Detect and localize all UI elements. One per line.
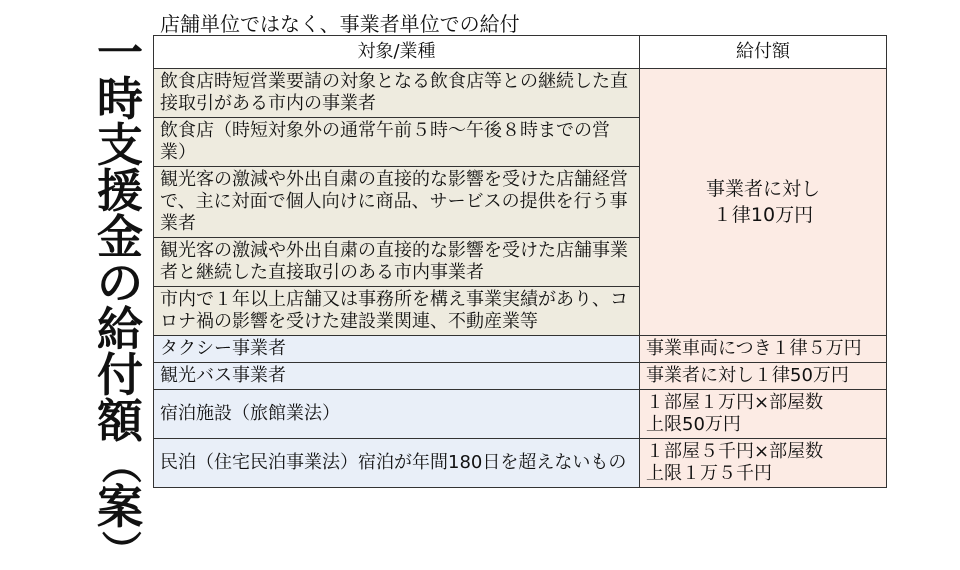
table-row (154, 390, 887, 439)
title-char: 一 (97, 26, 143, 80)
header-amount: 給付額 (640, 36, 887, 69)
target-cell: 飲食店（時短対象外の通常午前５時～午後８時までの営業） (154, 118, 640, 167)
title-char: 額 (97, 394, 143, 448)
target-cell: 宿泊施設（旅館業法） (154, 390, 640, 439)
merged-amount-cell (640, 69, 887, 336)
benefit-table (153, 35, 887, 488)
title-char: 金 (97, 210, 143, 264)
title-char: の (97, 256, 143, 310)
title-char: 支 (97, 118, 143, 172)
target-cell: 観光客の激減や外出自粛の直接的な影響を受けた店舗経営で、主に対面で個人向けに商品、サービスの提供を行う事業者 (154, 167, 640, 238)
table-row (154, 69, 887, 118)
header-target: 対象/業種 (154, 36, 640, 69)
title-char: 給 (97, 302, 143, 356)
amount-cell: 事業者に対し１律50万円 (640, 363, 887, 390)
amount-line: １律10万円 (712, 204, 814, 226)
target-cell: 観光バス事業者 (154, 363, 640, 390)
title-char: 時 (97, 72, 143, 126)
header-row (154, 36, 887, 69)
amount-cell (640, 390, 887, 439)
target-cell: タクシー事業者 (154, 336, 640, 363)
amount-cell (640, 439, 887, 488)
title-char: 援 (97, 164, 143, 218)
amount-line: １部屋５千円×部屋数 (646, 441, 824, 462)
table-row (154, 363, 887, 390)
subtitle: 店舗単位ではなく、事業者単位での給付 (160, 12, 520, 36)
amount-line: 上限１万５千円 (646, 463, 772, 484)
table-row (154, 439, 887, 488)
title-char: 付 (97, 348, 143, 402)
vertical-title (92, 26, 148, 570)
amount-line: 事業者に対し (705, 178, 820, 200)
title-char: （ (97, 444, 143, 484)
table-row (154, 336, 887, 363)
amount-cell: 事業車両につき１律５万円 (640, 336, 887, 363)
title-char: ） (97, 530, 143, 570)
target-cell: 市内で１年以上店舗又は事務所を構え事業実績があり、コロナ禍の影響を受けた建設業関連、不動産業等 (154, 287, 640, 336)
title-char: 案 (97, 480, 143, 534)
target-cell: 観光客の激減や外出自粛の直接的な影響を受けた店舗事業者と継続した直接取引のある市内事業者 (154, 238, 640, 287)
target-cell: 飲食店時短営業要請の対象となる飲食店等との継続した直接取引がある市内の事業者 (154, 69, 640, 118)
amount-line: 上限50万円 (646, 414, 741, 435)
amount-line: １部屋１万円×部屋数 (646, 392, 824, 413)
target-cell: 民泊（住宅民泊事業法）宿泊が年間180日を超えないもの (154, 439, 640, 488)
